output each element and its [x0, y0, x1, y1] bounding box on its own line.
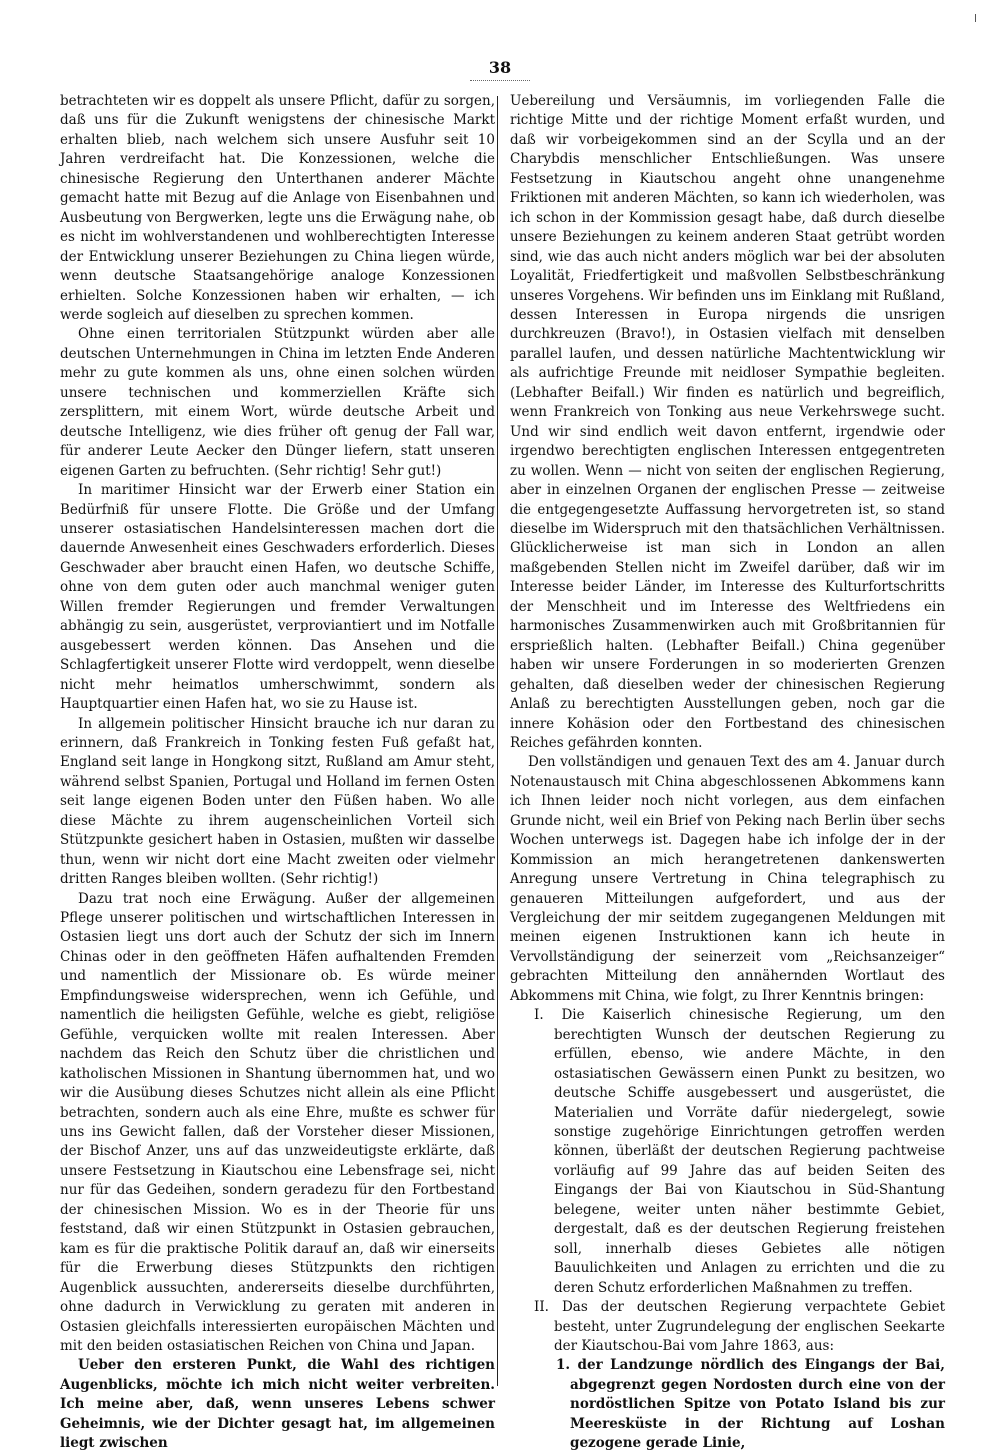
left-column — [60, 92, 495, 1454]
right-column — [510, 92, 945, 1454]
paragraph: betrachteten wir es doppelt als unsere Pflicht, dafür zu sorgen, daß uns für die Zukunft wenigstens der chinesische Markt erhalten blieb, nach welchem sich unsere Ausfuhr seit 10 Jahren verdreifacht hat. Die Konzessionen, welche die chinesische Regierung den Unterthanen anderer Mächte gemacht hatte mit Bezug auf die Anlage von Eisenbahnen und Ausbeutung von Bergwerken, legte uns die Erwägung nahe, ob es nicht im wohlverstandenen und wohlberechtigten Interesse der Entwicklung unserer Beziehungen zu China liegen würde, wenn deutsche Staatsangehörige analoge Konzessionen erhielten. Solche Konzessionen haben wir erhalten, — ich werde sogleich auf dieselben zu sprechen kommen. — [60, 93, 495, 323]
paragraph: Dazu trat noch eine Erwägung. Außer der allgemeinen Pflege unserer politischen und wirtschaftlichen Interessen in Ostasien liegt uns dort auch der Schutz der sich im Innern Chinas oder in den geöffneten Häfen aufhaltenden Fremden und namentlich der Missionare ob. Es würde meiner Empfindungsweise widersprechen, wenn ich Gefühle, und namentlich die heiligsten Gefühle, welche es giebt, religiöse Gefühle, verquicken wollte mit realen Interessen. Aber nachdem das Reich den Schutz über die christlichen und katholischen Missionen in Shantung übernommen hat, und wo wir die Ausübung dieses Schutzes nicht allein als eine Pflicht betrachten, sondern auch als eine Ehre, mußte es schwer für uns ins Gewicht fallen, daß der Vorsteher dieser Missionen, der Bischof Anzer, uns auf das unzweideutigste erklärte, daß unsere Festsetzung in Kiautschou eine Lebensfrage sei, nicht nur für das Gedeihen, sondern geradezu für den Fortbestand der chinesischen Mission. Wo es in der Theorie für uns feststand, daß wir einen Stützpunkt in Ostasien gebrauchen, kam es für die praktische Politik darauf an, daß wir einerseits für die Erwerbung dieses Stützpunkts den richtigen Augenblick aussuchten, andererseits dieselbe durchführten, ohne dadurch in Verwicklung zu geraten mit anderen in Ostasien gleichfalls interessierten europäischen Mächten und mit den beiden ostasiatischen Reichen von China und Japan. — [60, 890, 495, 1354]
paragraph: Ueber den ersteren Punkt, die Wahl des richtigen Augenblicks, möchte ich mich nicht weiter verbreiten. Ich meine aber, daß, wenn unseres Lebens schwer Geheimnis, wie der Dichter gesagt hat, im allgemeinen liegt zwischen — [60, 1357, 495, 1452]
paragraph: In allgemein politischer Hinsicht brauche ich nur daran zu erinnern, daß Frankreich in Tonking festen Fuß gefaßt hat, England seit lange in Hongkong sitzt, Rußland am Amur steht, während selbst Spanien, Portugal und Holland im fernen Osten seit lange eigenen Boden unter den Füßen haben. Wo alle diese Mächte zu ihrem augenscheinlichen Vorteil sich Stützpunkte gesichert haben in Ostasien, mußten wir dasselbe thun, wenn wir nicht dort eine Macht zweiten oder vielmehr dritten Ranges bleiben wollten. (Sehr richtig!) — [60, 715, 495, 888]
page-number: 38 — [488, 58, 512, 77]
paragraph: Den vollständigen und genauen Text des am 4. Januar durch Notenaustausch mit China abgeschlossenen Abkommens kann ich Ihnen leider noch nicht vorlegen, aus dem einfachen Grunde nicht, weil ein Brief von Peking nach Berlin über sechs Wochen unterwegs ist. Dagegen habe ich infolge der in der Kommission an mich herangetretenen dankenswerten Anregung unsere Vertretung in China telegraphisch zu genaueren Mitteilungen aufgefordert, und aus der Vergleichung der mir seitdem zugegangenen Meldungen mit meinen eigenen Instruktionen kann ich heute in Vervollständigung der seinerzeit vom „Reichsanzeiger“ gebrachten Mitteilung den annähernden Wortlaut des Abkommens mit China, wie folgt, zu Ihrer Kenntnis bringen: — [510, 754, 945, 1004]
list-item: 1. der Landzunge nördlich des Eingangs der Bai, abgegrenzt gegen Nordosten durch eine von der nordöstlichen Spitze von Potato Island bis zur Meeresküste in der Richtung auf Loshan gezogene gerade Linie, — [556, 1357, 945, 1452]
paragraph: In maritimer Hinsicht war der Erwerb einer Station ein Bedürfniß für unsere Flotte. Die Größe und der Umfang unserer ostasiatischen Handelsinteressen machen dort die dauernde Anwesenheit eines Geschwaders erforderlich. Dieses Geschwader aber braucht einen Hafen, wo deutsche Schiffe, ohne von dem guten oder auch manchmal weniger guten Willen fremder Regierungen und fremder Verwaltungen abhängig zu sein, ausgerüstet, verproviantiert und im Notfalle ausgebessert werden können. Das Ansehen und die Schlagfertigkeit unserer Flotte wird verdoppelt, wenn dieselbe nicht mehr heimatlos umherschwimmt, sondern als Hauptquartier einen Hafen hat, wo sie zu Hause ist. — [60, 482, 495, 713]
paragraph: Ohne einen territorialen Stützpunkt würden aber alle deutschen Unternehmungen in China im letzten Ende Anderen mehr zu gute kommen als uns, ohne einen solchen würden unsere technischen und kommerziellen Kräfte sich zersplittern, mit einem Wort, würde deutsche Arbeit und deutsche Intelligenz, wie dies früher oft genug der Fall war, für anderer Leute Aecker den Dünger liefern, statt unseren eigenen Garten zu befruchten. (Sehr richtig! Sehr gut!) — [60, 326, 495, 479]
page-number-rule — [470, 80, 530, 81]
paragraph: Uebereilung und Versäumnis, im vorliegenden Falle die richtige Mitte und der richtige Moment erfaßt wurden, und daß wir vorbeigekommen sind an der Scylla und an der Charybdis menschlicher Entschließungen. Was unsere Festsetzung in Kiautschou angeht ohne unangenehme Friktionen mit anderen Mächten, so kann ich wiederholen, was ich schon in der Kommission gesagt habe, daß durch dieselbe unsere Beziehungen zu keinem anderen Staat getrübt worden sind, wie das auch nicht anders möglich war bei der absoluten Loyalität, Friedfertigkeit und maßvollen Selbstbeschränkung unseres Vorgehens. Wir befinden uns im Einklang mit Rußland, dessen Interessen in Europa nirgends die unsrigen durchkreuzen (Bravo!), in Ostasien vielfach mit denselben parallel laufen, und dessen natürliche Machtentwicklung wir als aufrichtige Freunde mit neidloser Sympathie begleiten. (Lebhafter Beifall.) Wir finden es natürlich und begreiflich, wenn Frankreich von Tonking aus neue Verkehrswege sucht. Und wir sind endlich weit davon entfernt, irgendwie oder irgendwo berechtigten englischen Interessen entgegentreten zu wollen. Wenn — nicht von seiten der englischen Regierung, aber in einzelnen Organen der englischen Presse — zeitweise die entgegengesetzte Auffassung hervorgetreten ist, so stand dieselbe im Widerspruch mit den thatsächlichen Verhältnissen. Glücklicherweise ist man sich in London an allen maßgebenden Stellen nicht im Zweifel darüber, daß wir im Interesse beider Länder, im Interesse des Kulturfortschritts der Menschheit und im Interesse des Weltfriedens ein harmonisches Zusammenwirken auch mit Großbritannien für ersprießlich halten. (Lebhafter Beifall.) China gegenüber haben wir unsere Forderungen in so moderierten Grenzen gehalten, daß dieselben weder der chinesischen Regierung Anlaß zu berechtigten Ausstellungen geben, noch gar die innere Kohäsion oder den Fortbestand des chinesischen Reiches gefährden konnten. — [510, 93, 945, 751]
list-item: I. Die Kaiserlich chinesische Regierung, um den berechtigten Wunsch der deutschen Regierung zu erfüllen, ebenso, wie andere Mächte, in den ostasiatischen Gewässern einen Punkt zu besitzen, wo deutsche Schiffe ausgebessert und ausgerüstet, die Materialien und Vorräte dafür niedergelegt, sowie sonstige zugehörige Einrichtungen getroffen werden können, überläßt der deutschen Regierung pachtweise vorläufig auf 99 Jahre das auf beiden Seiten des Eingangs der Bai von Kiautschou in Süd-Shantung belegene, weiter unten näher bestimmte Gebiet, dergestalt, daß es der deutschen Regierung freistehen soll, innerhalb dieses Gebietes alle nötigen Bauulichkeiten und Anlagen zu errichten und die zu deren Schutz erforderlichen Maßnahmen zu treffen. — [534, 1007, 945, 1296]
column-divider — [497, 96, 498, 1386]
list-item: II. Das der deutschen Regierung verpachtete Gebiet besteht, unter Zugrundelegung der englischen Seekarte der Kiautschou-Bai vom Jahre 1863, aus: — [534, 1299, 945, 1354]
margin-mark — [975, 14, 979, 22]
